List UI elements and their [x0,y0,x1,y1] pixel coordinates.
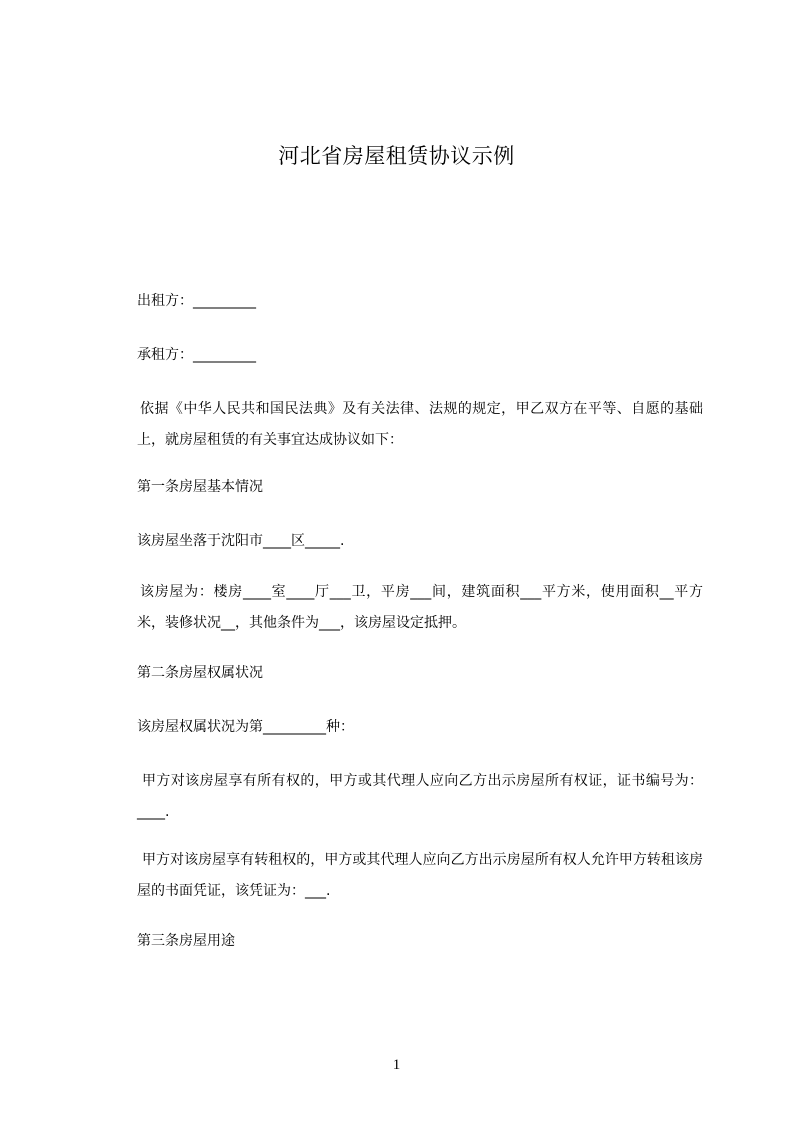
article2-sublease: 甲方对该房屋享有转租权的，甲方或其代理人应向乙方出示房屋所有权人允许甲方转租该房屋的书面凭证，该凭证为：___. [137,852,703,899]
article1-details: 该房屋为：楼房____室____厅___卫，平房___间，建筑面积___平方米，使用面积__平方米，装修状况__，其他条件为___，该房屋设定抵押。 [137,584,703,631]
preamble-paragraph: 依据《中华人民共和国民法典》及有关法律、法规的规定，甲乙双方在平等、自愿的基础上，就房屋租赁的有关事宜达成协议如下： [137,401,703,448]
article2-heading: 第二条房屋权属状况 [137,665,263,681]
article1-heading: 第一条房屋基本情况 [137,479,263,495]
article1-location: 该房屋坐落于沈阳市____区_____. [137,533,345,549]
lessee-line: 承租方：_________ [137,347,256,363]
page-number: 1 [392,1057,401,1073]
article3-heading: 第三条房屋用途 [137,933,235,949]
article2-type: 该房屋权属状况为第_________种： [137,719,354,735]
lessor-line: 出租方：_________ [137,293,256,309]
article2-ownership: 甲方对该房屋享有所有权的，甲方或其代理人应向乙方出示房屋所有权证，证书编号为：____. [137,773,703,820]
document-title: 河北省房屋租赁协议示例 [278,144,515,168]
